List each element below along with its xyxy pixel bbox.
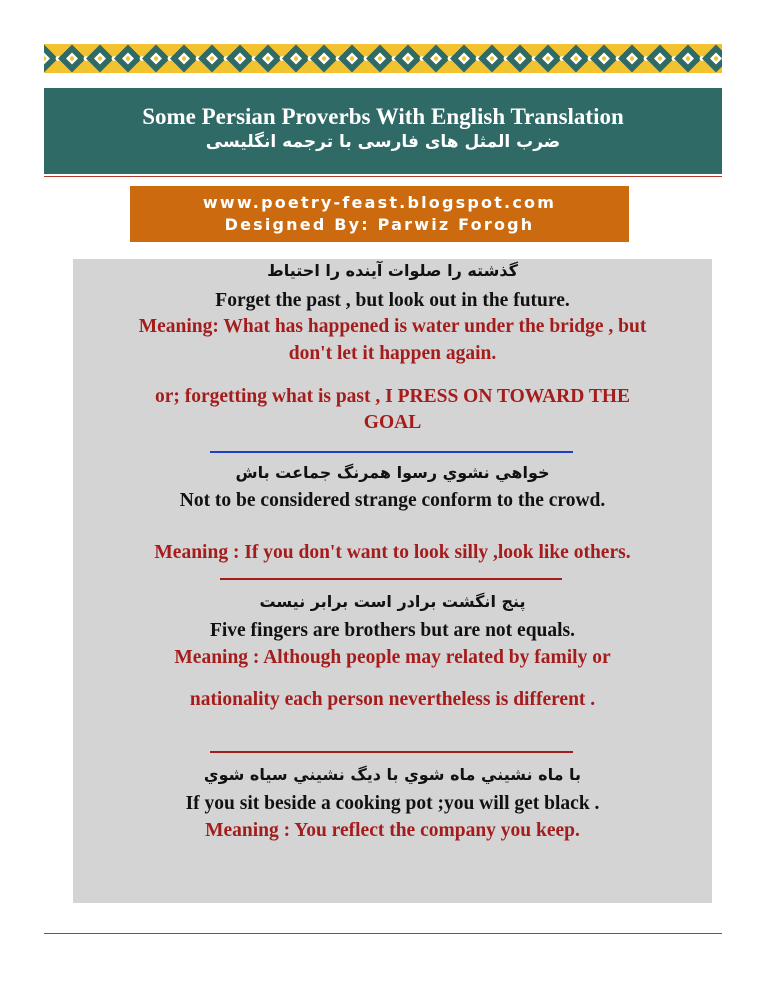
proverb-1-extra-line2: GOAL [363, 412, 422, 433]
page-title: Some Persian Proverbs With English Translation [142, 104, 624, 129]
title-box [44, 88, 722, 174]
decorative-diamond-band [44, 44, 722, 73]
proverb-3-persian: پنج انگشت برادر است برابر نیست [259, 592, 526, 611]
proverb-1-extra-line1: or; forgetting what is past , I PRESS ON TOWARD THE [154, 386, 631, 407]
proverb-1-persian: گذشته را صلوات آینده را احتیاط [267, 261, 518, 280]
proverb-1-meaning-line1: Meaning: What has happened is water under the bridge , but [138, 316, 647, 337]
proverb-3-meaning-line1: Meaning : Although people may related by family or [174, 647, 611, 668]
page-title-persian: ضرب المثل های فارسی با ترجمه انگلیسی [205, 132, 561, 152]
proverb-4-english: If you sit beside a cooking pot ;you will get black . [185, 793, 600, 814]
proverb-2-persian: خواهي نشوي رسوا همرنگ جماعت باش [235, 463, 550, 482]
diamond-pattern-icon [44, 44, 722, 73]
proverb-1-english: Forget the past , but look out in the future. [215, 290, 570, 311]
proverb-3-meaning-line2: nationality each person nevertheless is different . [189, 689, 596, 710]
credit-box [130, 186, 629, 242]
proverb-3-english: Five fingers are brothers but are not equals. [209, 620, 576, 641]
proverb-1-meaning-line2: don't let it happen again. [288, 343, 497, 364]
proverb-2-english: Not to be considered strange conform to the crowd. [179, 490, 606, 511]
top-divider [44, 176, 722, 177]
separator-line [220, 578, 562, 580]
separator-line [210, 451, 573, 453]
separator-line [210, 751, 573, 753]
website-link[interactable]: www.poetry-feast.blogspot.com [202, 193, 557, 212]
proverbs-panel [73, 259, 712, 903]
bottom-divider [44, 933, 722, 934]
proverb-2-meaning: Meaning : If you don't want to look silly ,look like others. [154, 542, 631, 563]
proverb-4-persian: با ماه نشيني ماه شوي با ديگ نشيني سياه شوي [203, 765, 582, 784]
proverb-4-meaning: Meaning : You reflect the company you keep. [205, 820, 580, 841]
designer-credit: Designed By: Parwiz Forogh [224, 215, 535, 234]
